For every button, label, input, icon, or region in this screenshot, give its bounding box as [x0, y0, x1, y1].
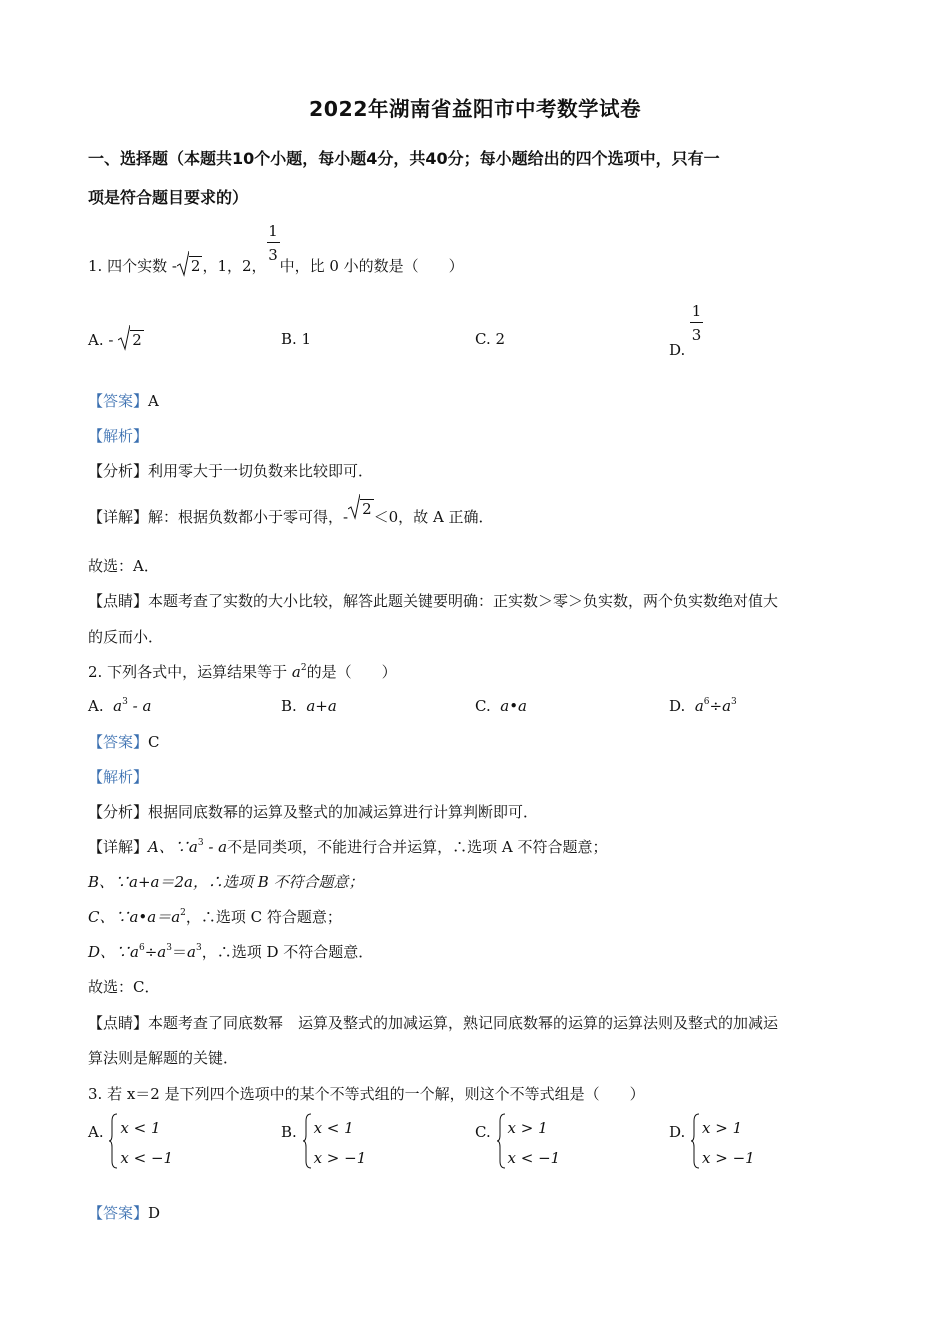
- q1-fenxi: 【分析】利用零大于一切负数来比较即可．: [88, 462, 374, 480]
- fraction-one-third: $\frac{1}{3}$: [268, 222, 278, 264]
- q1-dianjing-line1: 【点睛】本题考查了实数的大小比较，解答此题关键要明确：正实数＞零＞负实数，两个负实数绝对值大: [88, 592, 779, 610]
- sqrt-symbol: 2: [348, 499, 374, 518]
- q2-dianjing-line1: 【点睛】本题考查了同底数幂 运算及整式的加减运算，熟记同底数幂的运算的运算法则及整式的加减运: [88, 1014, 779, 1032]
- q2-xiangjie-d: D、$\because a^6\div a^3=a^3$，∴选项 D 不符合题意．: [88, 943, 374, 961]
- q2-option-b: B. a+a: [281, 697, 337, 715]
- fraction-one-third: $\frac{1}{3}$: [691, 302, 702, 344]
- section-heading-line2: 项是符合题目要求的）: [88, 188, 249, 207]
- q1-dianjing-line2: 的反而小．: [88, 628, 164, 646]
- q1-guxuan: 故选：A．: [88, 557, 159, 575]
- q2-option-c: C. a•a: [475, 697, 527, 715]
- sqrt-symbol: 2: [118, 330, 144, 349]
- sqrt-symbol: 2: [177, 256, 203, 275]
- q1-middle: ，1，2，: [202, 257, 267, 275]
- brace-system: x < 1 x > −1: [302, 1113, 367, 1173]
- q1-answer: 【答案】A: [88, 392, 159, 410]
- question-3-stem: 3. 若 x＝2 是下列四个选项中的某个不等式组的一个解，则这个不等式组是（ ）: [88, 1085, 645, 1103]
- q1-prefix: 1. 四个实数 -: [88, 257, 177, 275]
- brace-system: x > 1 x < −1: [496, 1113, 561, 1173]
- q2-xiangjie-a: 【详解】A、$\because a^3$ - a不是同类项，不能进行合并运算，∴选项 A 不符合题意；: [88, 838, 608, 856]
- brace-system: x > 1 x > −1: [690, 1113, 755, 1173]
- q3-option-b: B. x < 1 x > −1: [281, 1113, 366, 1173]
- q2-xiangjie-b: B、∵a+a＝2a，∴选项 B 不符合题意；: [88, 873, 364, 891]
- q3-option-a: A. x < 1 x < −1: [88, 1113, 173, 1173]
- q2-fenxi: 【分析】根据同底数幂的运算及整式的加减运算进行计算判断即可．: [88, 803, 539, 821]
- q3-option-d: D. x > 1 x > −1: [669, 1113, 755, 1173]
- q2-option-a: A. $a^3$ - a: [88, 697, 152, 715]
- q1-option-d: D. $\frac{1}{3}$: [669, 302, 702, 359]
- q1-xiangjie: 【详解】解：根据负数都小于零可得，- 2 ＜0，故 A 正确．: [88, 506, 494, 527]
- page-title: 2022年湖南省益阳市中考数学试卷: [308, 97, 642, 121]
- q1-option-a: A. - 2: [88, 330, 144, 349]
- q2-option-d: D. $a^6\div a^3$: [669, 697, 737, 715]
- question-1-stem: [88, 218, 464, 275]
- q1-option-b: B. 1: [281, 330, 312, 348]
- q1-suffix: 中，比 0 小的数是（ ）: [279, 257, 464, 275]
- q3-option-c: C. x > 1 x < −1: [475, 1113, 560, 1173]
- brace-system: x < 1 x < −1: [108, 1113, 173, 1173]
- q3-answer: 【答案】D: [88, 1204, 161, 1222]
- q1-analysis-tag: 【解析】: [88, 427, 149, 445]
- q2-guxuan: 故选：C．: [88, 978, 160, 996]
- q2-analysis-tag: 【解析】: [88, 768, 149, 786]
- section-heading-line1: 一、选择题（本题共10个小题，每小题4分，共40分；每小题给出的四个选项中，只有一: [88, 149, 720, 168]
- q2-dianjing-line2: 算法则是解题的关键．: [88, 1049, 239, 1067]
- q1-option-c: C. 2: [475, 330, 506, 348]
- q2-answer: 【答案】C: [88, 733, 160, 751]
- question-2-stem: 2. 下列各式中，运算结果等于 $a^2$的是（ ）: [88, 663, 397, 681]
- q2-xiangjie-c: C、$\because a•a=a^2$，∴选项 C 符合题意；: [88, 908, 342, 926]
